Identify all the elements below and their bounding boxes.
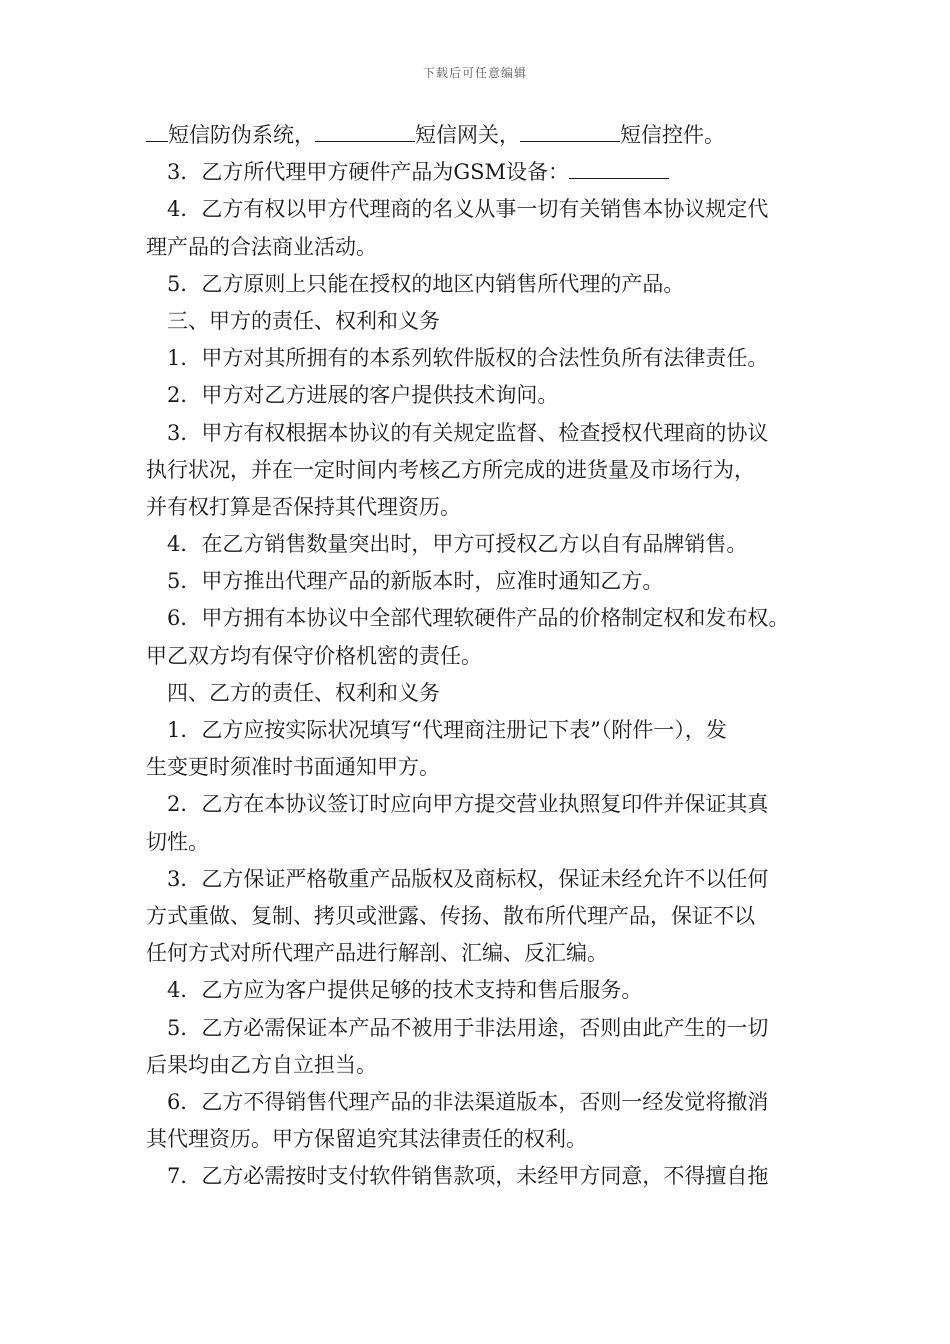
paragraph-line: 5．乙方必需保证本产品不被用于非法用途，否则由此产生的一切 bbox=[167, 1015, 769, 1040]
paragraph-line: 5．甲方推出代理产品的新版本时，应准时通知乙方。 bbox=[167, 569, 664, 594]
paragraph-line: 6．乙方不得销售代理产品的非法渠道版本，否则一经发觉将撤消 bbox=[167, 1089, 769, 1114]
paragraph-line: 方式重做、复制、拷贝或泄露、传扬、散布所代理产品，保证不以 bbox=[146, 903, 755, 928]
text-segment: 短信防伪系统， bbox=[168, 123, 315, 147]
paragraph-line: 4．在乙方销售数量突出时，甲方可授权乙方以自有品牌销售。 bbox=[167, 532, 748, 557]
paragraph-line: 其代理资历。甲方保留追究其法律责任的权利。 bbox=[146, 1127, 587, 1152]
text-segment: 3．乙方所代理甲方硬件产品为GSM设备： bbox=[167, 160, 570, 185]
paragraph-line: 7．乙方必需按时支付软件销售款项，未经甲方同意，不得擅自拖 bbox=[167, 1164, 769, 1189]
section-heading: 四、乙方的责任、权利和义务 bbox=[167, 680, 440, 705]
paragraph-line: 甲乙双方均有保守价格机密的责任。 bbox=[146, 643, 482, 668]
paragraph-line: 切性。 bbox=[146, 829, 209, 854]
fill-in-blank[interactable] bbox=[520, 121, 620, 142]
paragraph-line: 2．甲方对乙方进展的客户提供技术询问。 bbox=[167, 383, 559, 408]
section-heading: 三、甲方的责任、权利和义务 bbox=[167, 308, 440, 333]
paragraph-line: 执行状况，并在一定时间内考核乙方所完成的进货量及市场行为， bbox=[146, 457, 755, 482]
paragraph-line: 理产品的合法商业活动。 bbox=[146, 234, 377, 259]
text-line-sms-products bbox=[146, 117, 818, 154]
paragraph-line: 4．乙方应为客户提供足够的技术支持和售后服务。 bbox=[167, 978, 643, 1003]
paragraph-line: 3．甲方有权根据本协议的有关规定监督、检查授权代理商的协议 bbox=[167, 420, 769, 445]
fill-in-blank[interactable] bbox=[315, 121, 415, 142]
paragraph-line: 并有权打算是否保持其代理资历。 bbox=[146, 494, 461, 519]
text-line-gsm-device bbox=[146, 154, 818, 191]
paragraph-line: 1．甲方对其所拥有的本系列软件版权的合法性负所有法律责任。 bbox=[167, 346, 769, 371]
paragraph-line: 1．乙方应按实际状况填写“代理商注册记下表”（附件一），发 bbox=[167, 718, 727, 742]
paragraph-line: 后果均由乙方自立担当。 bbox=[146, 1052, 377, 1077]
paragraph-line: 3．乙方保证严格敬重产品版权及商标权，保证未经允许不以任何 bbox=[167, 866, 769, 891]
paragraph-line: 2．乙方在本协议签订时应向甲方提交营业执照复印件并保证其真 bbox=[167, 792, 769, 817]
paragraph-line: 6．甲方拥有本协议中全部代理软硬件产品的价格制定权和发布权。 bbox=[167, 606, 790, 631]
fill-in-blank[interactable] bbox=[146, 121, 168, 142]
fill-in-blank[interactable] bbox=[569, 158, 669, 179]
paragraph-line: 生变更时须准时书面通知甲方。 bbox=[146, 755, 440, 780]
page-header: 下载后可任意编辑 bbox=[422, 66, 527, 80]
text-segment: 短信控件。 bbox=[620, 123, 725, 147]
paragraph-line: 5．乙方原则上只能在授权的地区内销售所代理的产品。 bbox=[167, 271, 685, 296]
paragraph-line: 4．乙方有权以甲方代理商的名义从事一切有关销售本协议规定代 bbox=[167, 197, 769, 222]
paragraph-line: 任何方式对所代理产品进行解剖、汇编、反汇编。 bbox=[146, 941, 608, 966]
document-body bbox=[146, 117, 818, 1195]
text-segment: 短信网关， bbox=[415, 123, 520, 147]
